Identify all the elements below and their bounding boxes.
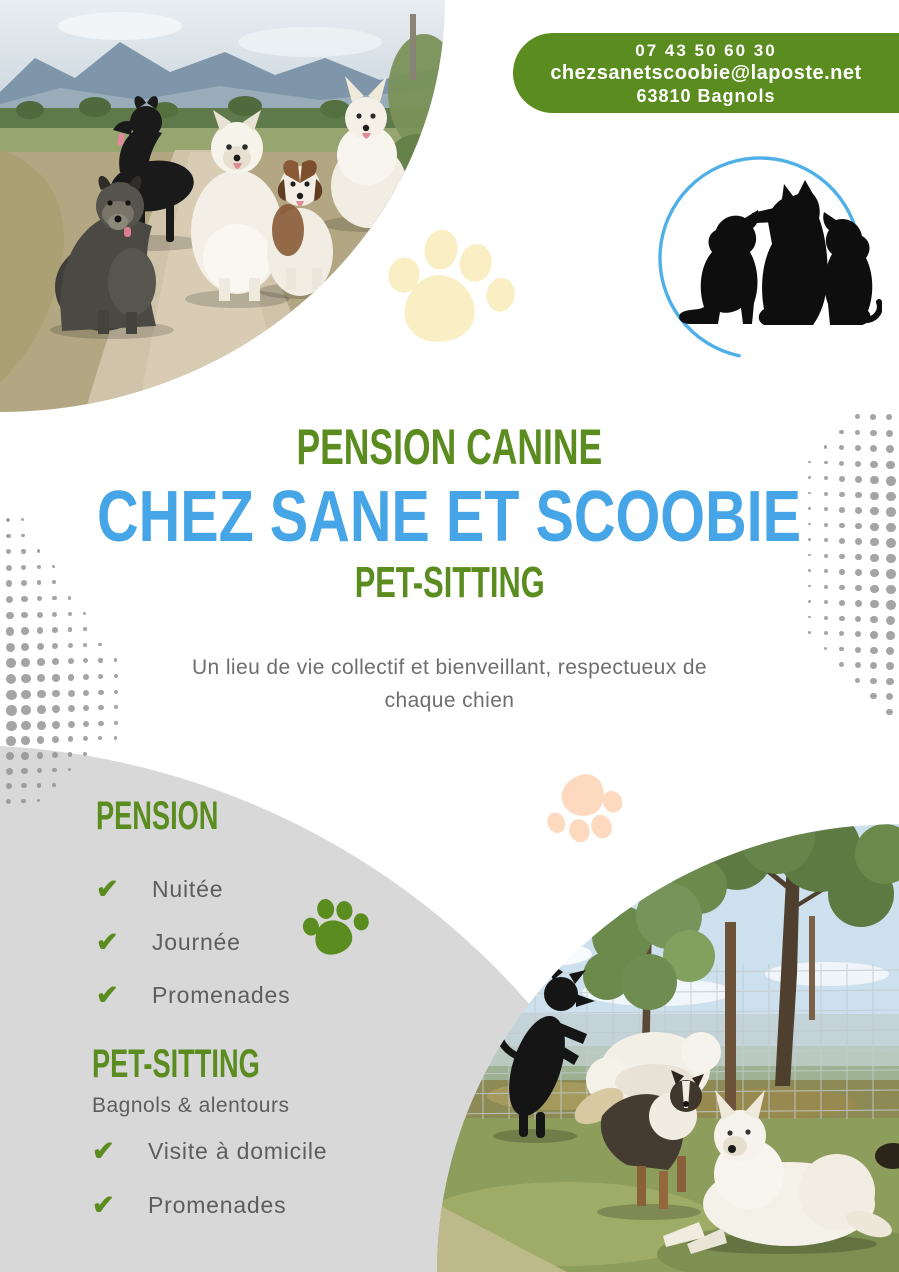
check-icon: ✔	[96, 873, 119, 904]
three-dogs-logo-icon	[646, 138, 882, 388]
headline-title: CHEZ SANE ET SCOOBIE	[97, 477, 802, 557]
check-icon: ✔	[92, 1189, 115, 1220]
petsitting-checklist	[92, 1134, 339, 1222]
tagline-line-1: Un lieu de vie collectif et bienveillant, respectueux de	[191, 656, 708, 679]
list-item	[96, 872, 290, 906]
list-item	[92, 1188, 339, 1222]
photo-dogs-in-meadow-illustration	[437, 824, 899, 1272]
list-item-label: Promenades	[148, 1191, 287, 1218]
list-item-label: Visite à domicile	[148, 1137, 328, 1164]
section-pension	[96, 796, 290, 1031]
list-item-label: Journée	[152, 928, 241, 955]
phone-number: 07 43 50 60 30	[635, 40, 777, 60]
headline-block	[0, 419, 899, 607]
headline-kicker: PENSION CANINE	[296, 419, 603, 475]
paw-print-icon	[378, 222, 524, 355]
dog-silhouettes-icon	[679, 180, 880, 325]
petsitting-heading: PET-SITTING	[92, 1042, 260, 1086]
logo	[646, 138, 882, 388]
postal-address: 63810 Bagnols	[636, 85, 776, 106]
list-item-label: Promenades	[152, 981, 291, 1008]
photo-dogs-on-path	[0, 0, 445, 412]
list-item	[96, 925, 290, 959]
tagline	[0, 651, 899, 717]
pension-heading: PENSION	[96, 794, 219, 838]
headline-tag: PET-SITTING	[354, 558, 545, 607]
paw-print-icon	[535, 764, 633, 856]
paw-print-icon	[300, 895, 371, 958]
list-item	[92, 1134, 339, 1168]
logo-arc	[660, 158, 858, 356]
check-icon: ✔	[96, 979, 119, 1010]
list-item-label: Nuitée	[152, 875, 224, 902]
tagline-line-2: chaque chien	[384, 689, 515, 712]
email-address: chezsanetscoobie@laposte.net	[550, 61, 862, 84]
pension-checklist	[96, 872, 290, 1012]
section-petsitting	[92, 1044, 339, 1242]
petsitting-subheading: Bagnols & alentours	[92, 1094, 290, 1117]
photo-dogs-on-path-illustration	[0, 0, 445, 412]
check-icon: ✔	[92, 1135, 115, 1166]
photo-dogs-in-meadow	[437, 824, 899, 1272]
check-icon: ✔	[96, 926, 119, 957]
contact-card	[513, 33, 899, 113]
list-item	[96, 978, 290, 1012]
